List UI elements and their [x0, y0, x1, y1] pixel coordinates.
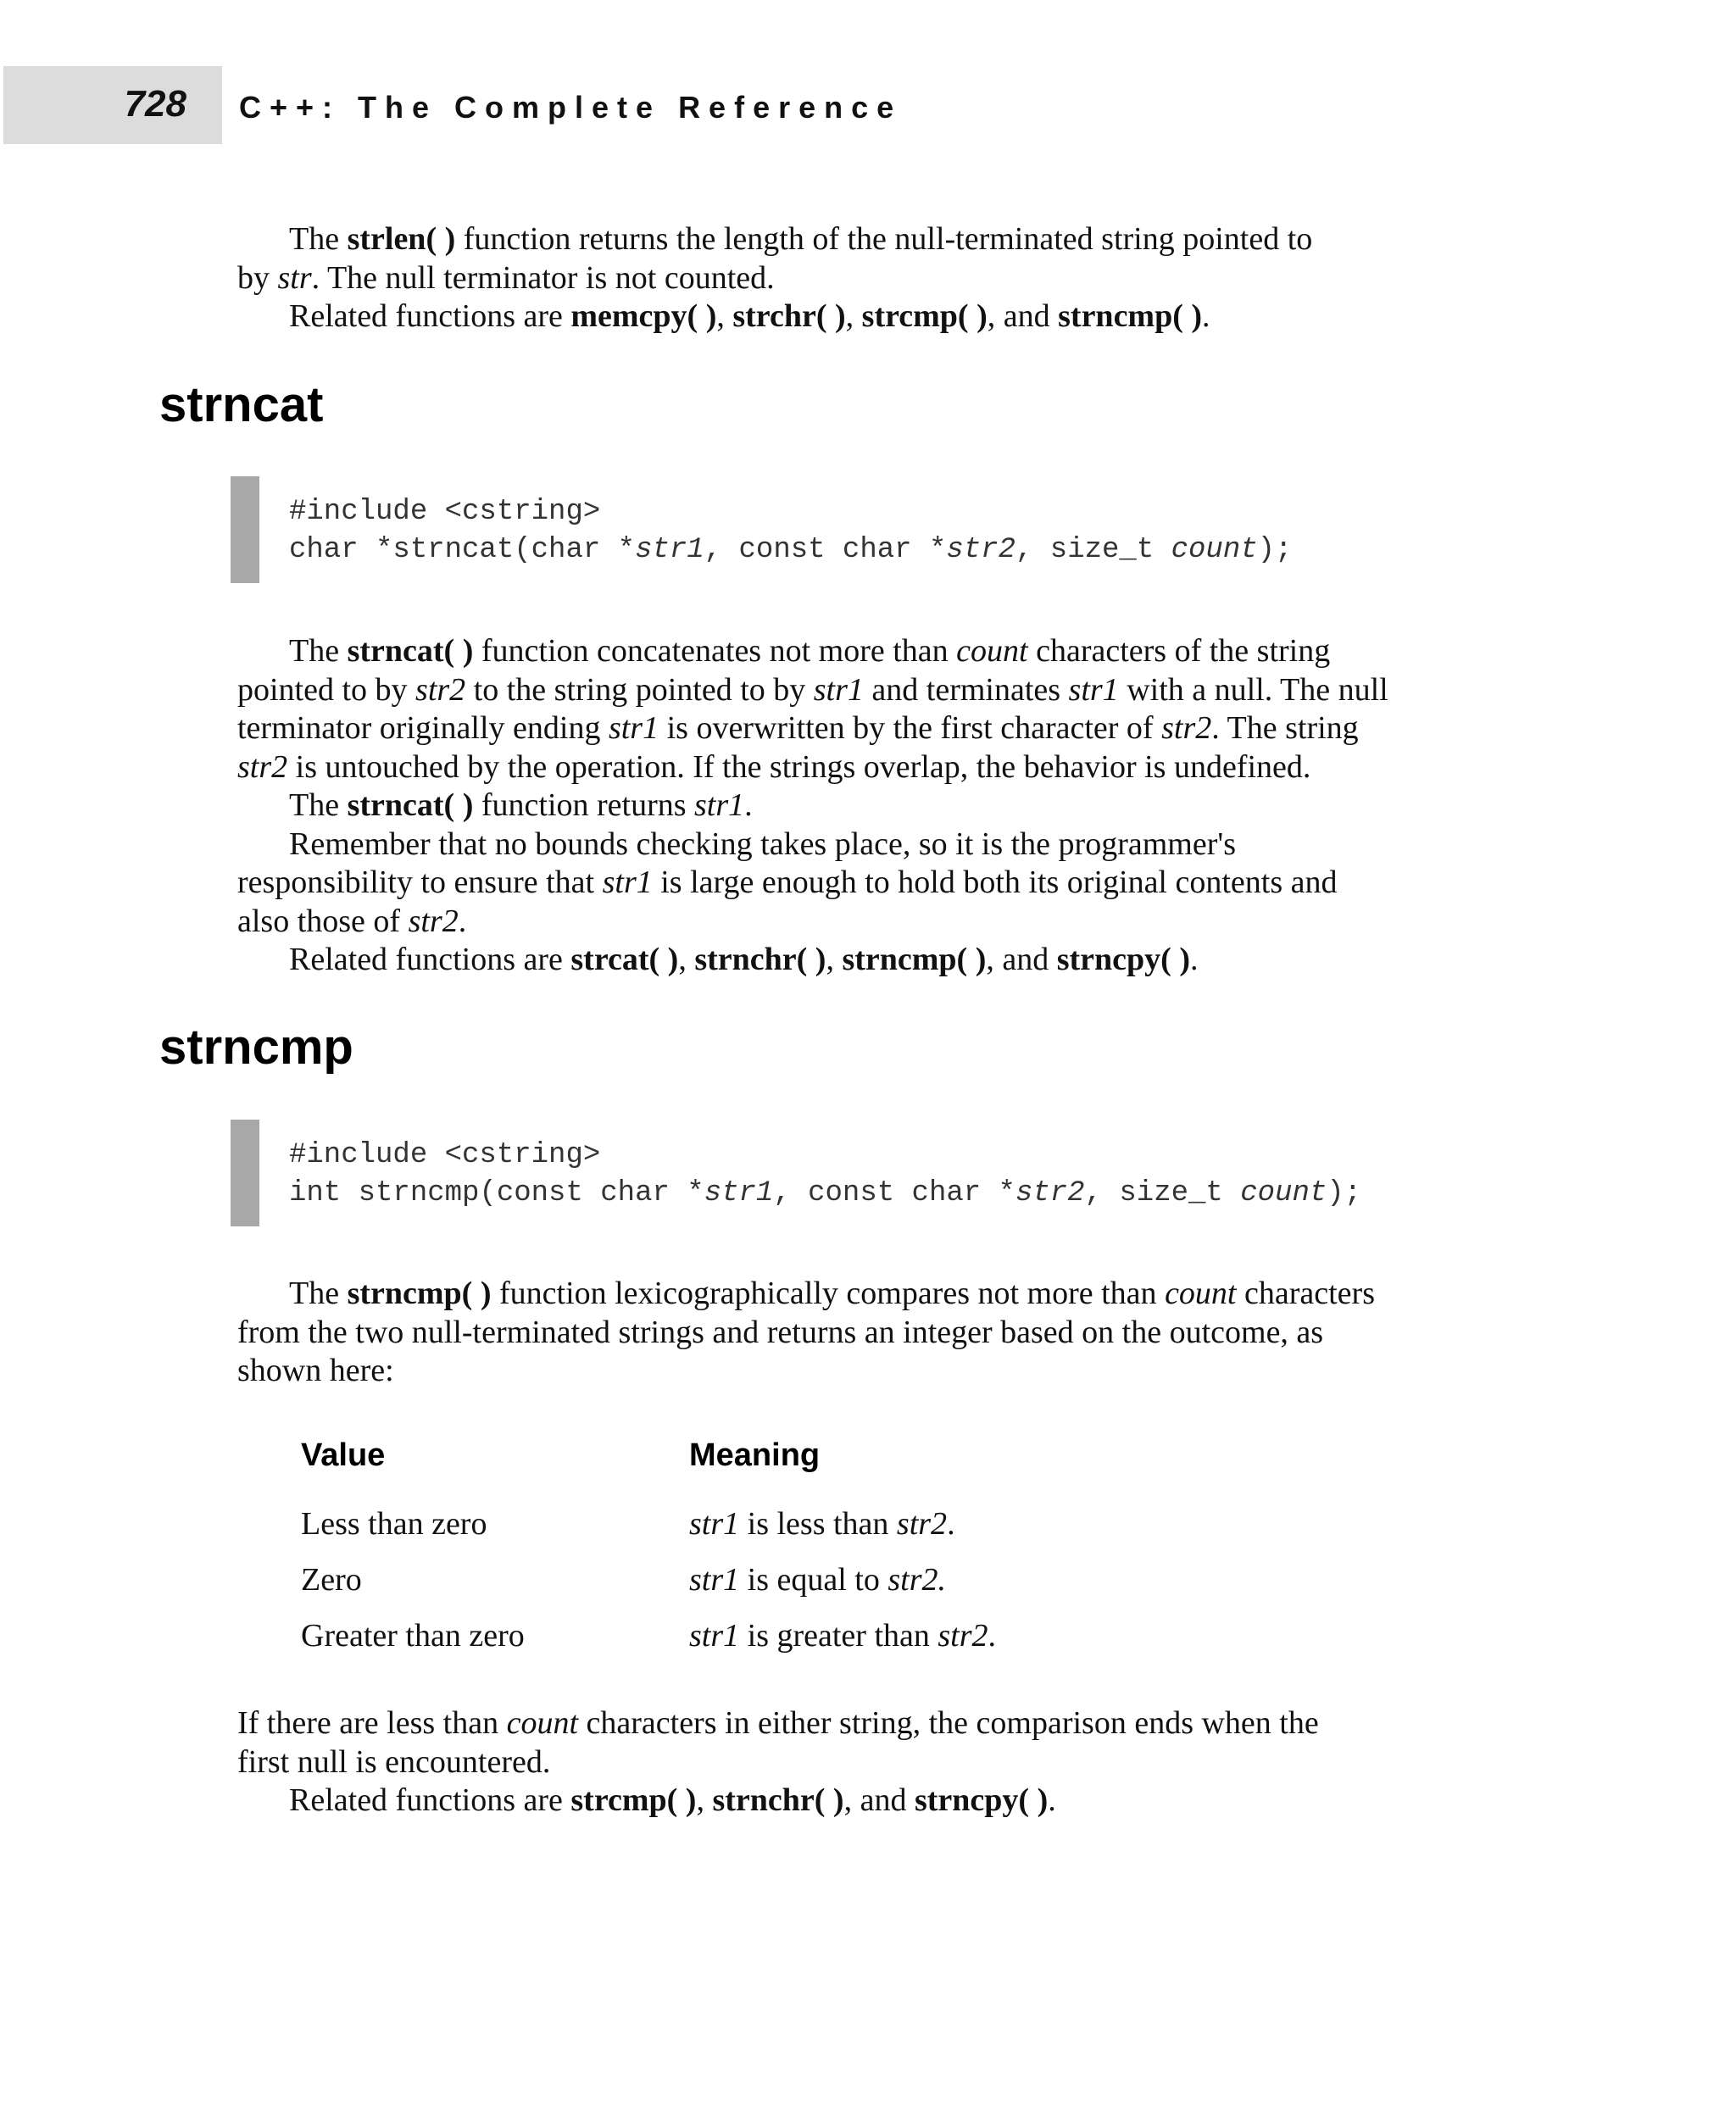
strncmp-note: If there are less than count characters in either string, the comparison ends when the first null is encountered. Related functions are strcmp( ), strnchr( ), and strncpy( ).: [237, 1705, 1319, 1818]
strncat-prototype: [231, 476, 1502, 583]
table-cell-value: Zero: [301, 1562, 362, 1598]
table-cell-value: Greater than zero: [301, 1618, 525, 1654]
table-header-value: Value: [301, 1437, 386, 1473]
strncmp-code: #include <cstring> int strncmp(const char *str1, const char *str2, size_t count);: [289, 1139, 1362, 1209]
strncat-code: #include <cstring> char *strncat(char *str1, const char *str2, size_t count);: [289, 496, 1293, 566]
page-number: 728: [124, 83, 186, 125]
strncmp-description: The strncmp( ) function lexicographically compares not more than count characters from the two null-terminated strings and returns an integer based on the outcome, as shown here:: [237, 1276, 1375, 1388]
code-bar: [231, 476, 259, 583]
code-bar: [231, 1120, 259, 1226]
table-cell-meaning: str1 is equal to str2.: [689, 1562, 946, 1598]
book-title: C++: The Complete Reference: [239, 90, 903, 125]
strlen-description: The strlen( ) function returns the length of the null-terminated string pointed to by str. The null terminator is not counted. Related functions are memcpy( ), strchr( ), strcmp( ), and strncmp( ).: [237, 221, 1313, 334]
heading-strncmp: strncmp: [159, 1020, 353, 1075]
table-cell-meaning: str1 is greater than str2.: [689, 1618, 997, 1654]
strncmp-prototype: [231, 1120, 1502, 1226]
table-cell-meaning: str1 is less than str2.: [689, 1506, 955, 1542]
table-header-meaning: Meaning: [689, 1437, 821, 1473]
heading-strncat: strncat: [159, 377, 324, 432]
table-cell-value: Less than zero: [301, 1506, 487, 1542]
page-number-box: [3, 66, 222, 144]
strncat-description: The strncat( ) function concatenates not more than count characters of the string pointed to by str2 to the string pointed to by str1 and terminates str1 with a null. The null terminator originally ending str1 is overwritten by the first character of str2. The string str2 is untouched by the operation. If the strings overlap, the behavior is undefined. The strncat( ) function returns str1. Remember that no bounds checking takes place, so it is the programmer's responsibility to ensure that str1 is large enough to hold both its original contents and also those of str2. Related functions are strcat( ), strnchr( ), strncmp( ), and strncpy( ).: [237, 633, 1388, 977]
page-header: [0, 0, 1736, 161]
